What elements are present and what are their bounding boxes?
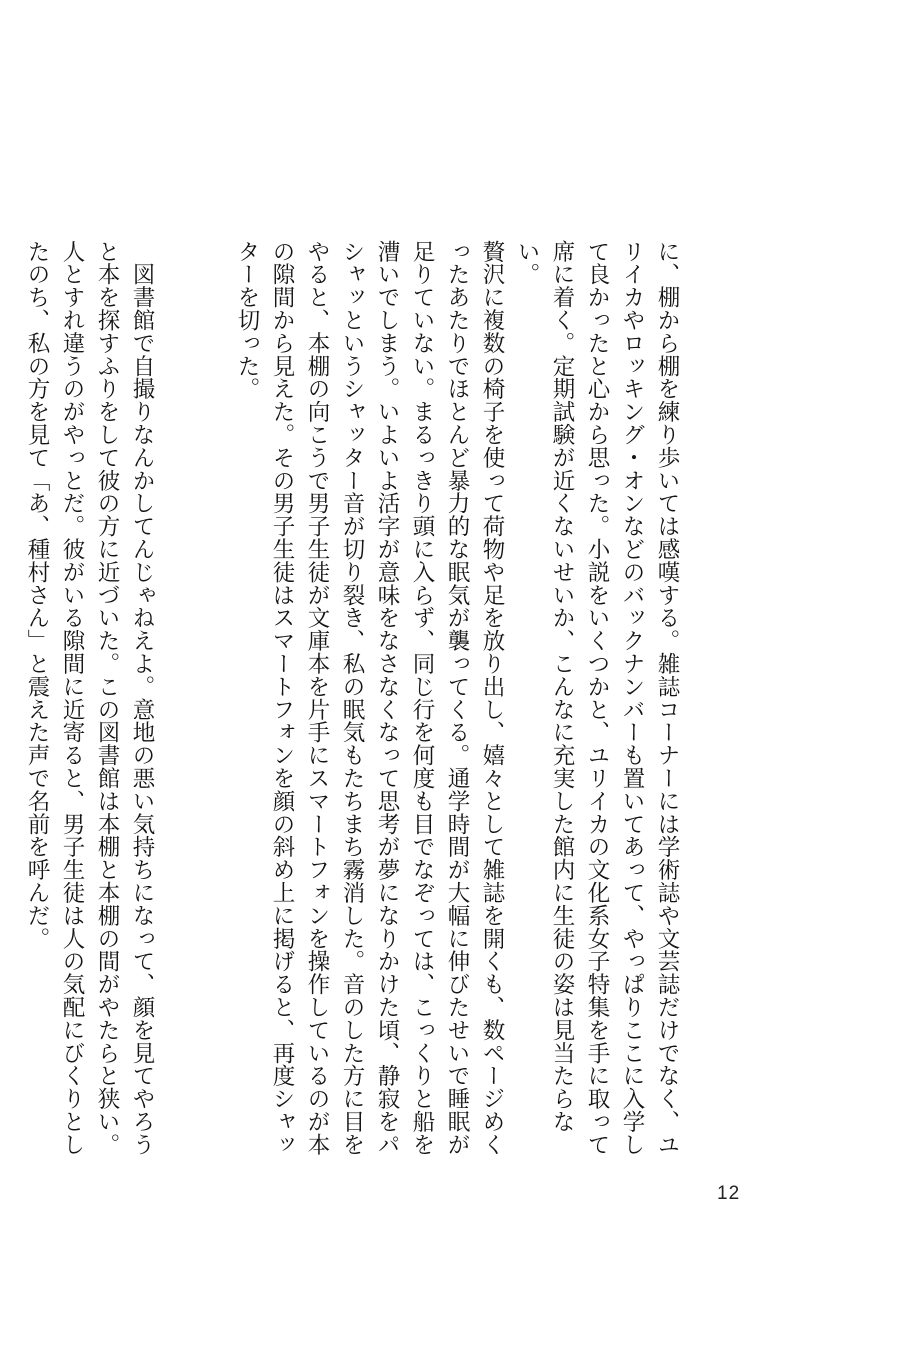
paragraph-1: に、棚から棚を練り歩いては感嘆する。雑誌コーナーには学術誌や文芸誌だけでなく、ユ リイカやロッキング・オンなどのバックナンバーも置いてあって、やっぱりここに入学し て良かったと心から思った。小説をいくつかと、ユリイカの文化系女子特集を手に取って 席に着く。定期試験が近くないせいか、こんなに充実した館内に生徒の姿は見当たらない。 贅沢に複数の椅子を使って荷物や足を放り出し、嬉々として雑誌を開くも、数ページめく ったあたりでほとんど暴力的な眠気が襲ってくる。通学時間が大幅に伸びたせいで睡眠が 足りていない。まるっきり頭に入らず、同じ行を何度も目でなぞっては、こっくりと船を 漕いでしまう。いよいよ活字が意味をなさなくなって思考が夢になりかけた頃、静寂をパ シャッというシャッター音が切り裂き、私の眠気もたちまち霧消した。音のした方に目を やると、本棚の向こうで男子生徒が文庫本を片手にスマートフォンを操作しているのが本 の隙間から見えた。その男子生徒はスマートフォンを顔の斜め上に掲げると、再度シャッ ターを切った。 xyxy=(234,240,680,1156)
vertical-text-block xyxy=(0,240,754,1160)
paragraph-2: 図書館で自撮りなんかしてんじゃねえよ。意地の悪い気持ちになって、顔を見てやろう と本を探すふりをして彼の方に近づいた。この図書館は本棚と本棚の間がやたらと狭い。 人とすれ違うのがやっとだ。彼がいる隙間に近寄ると、男子生徒は人の気配にびくりとし たのち、私の方を見て「あ、種村さん」と震えた声で名前を呼んだ。 xyxy=(24,240,155,1156)
page-number: 12 xyxy=(717,1183,741,1204)
